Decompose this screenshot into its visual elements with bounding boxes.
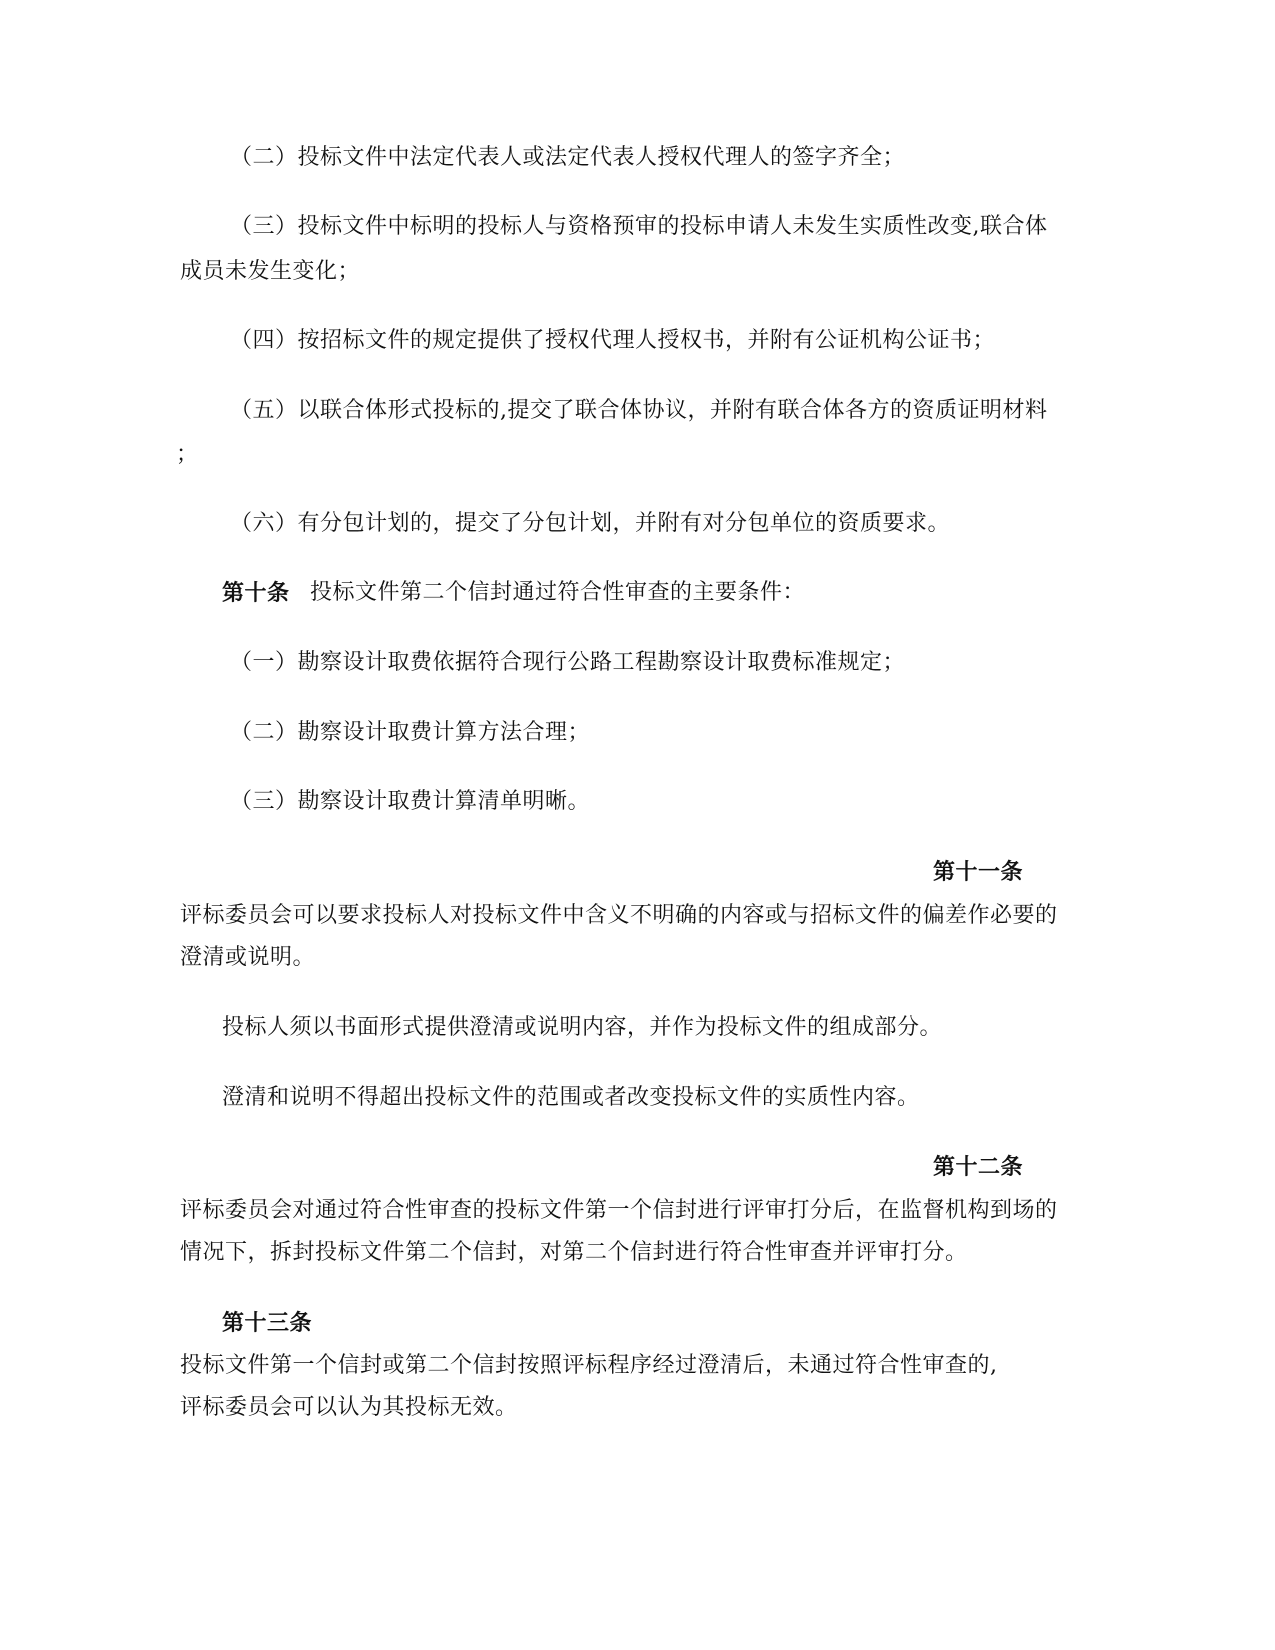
clause-9-item-3-cont: 成员未发生变化；	[180, 259, 361, 284]
clause-10-item-2: （二）勘察设计取费计算方法合理；	[230, 720, 591, 745]
clause-9-item-3: （三）投标文件中标明的投标人与资格预审的投标申请人未发生实质性改变,联合体	[230, 214, 1048, 239]
clause-10-item-1: （一）勘察设计取费依据符合现行公路工程勘察设计取费标准规定；	[230, 650, 906, 675]
clause-12-para: 评标委员会对通过符合性审查的投标文件第一个信封进行评审打分后，在监督机构到场的	[180, 1198, 1058, 1223]
clause-9-item-4: （四）按招标文件的规定提供了授权代理人授权书，并附有公证机构公证书；	[230, 328, 996, 353]
clause-11-heading: 第十一条	[932, 859, 1023, 885]
clause-11-para-3: 澄清和说明不得超出投标文件的范围或者改变投标文件的实质性内容。	[222, 1085, 920, 1110]
clause-9-item-6: （六）有分包计划的，提交了分包计划，并附有对分包单位的资质要求。	[230, 511, 951, 536]
clause-12-para-cont: 情况下，拆封投标文件第二个信封，对第二个信封进行符合性审查并评审打分。	[180, 1240, 968, 1265]
clause-9-item-5-cont: ；	[176, 442, 199, 467]
clause-11-para-1: 评标委员会可以要求投标人对投标文件中含义不明确的内容或与招标文件的偏差作必要的	[180, 903, 1058, 928]
clause-10-intro: 投标文件第二个信封通过符合性审查的主要条件：	[310, 580, 806, 605]
clause-10-item-3: （三）勘察设计取费计算清单明晰。	[230, 789, 591, 814]
clause-10-heading: 第十条	[222, 580, 290, 606]
clause-13-heading: 第十三条	[222, 1310, 313, 1336]
clause-12-heading: 第十二条	[932, 1154, 1023, 1180]
clause-11-para-2: 投标人须以书面形式提供澄清或说明内容，并作为投标文件的组成部分。	[222, 1015, 943, 1040]
clause-9-item-5: （五）以联合体形式投标的,提交了联合体协议，并附有联合体各方的资质证明材料	[230, 398, 1048, 423]
clause-11-para-1-cont: 澄清或说明。	[180, 945, 316, 970]
clause-13-para: 投标文件第一个信封或第二个信封按照评标程序经过澄清后，未通过符合性审查的,	[180, 1353, 998, 1378]
clause-9-item-2: （二）投标文件中法定代表人或法定代表人授权代理人的签字齐全；	[230, 145, 906, 170]
clause-13-para-cont: 评标委员会可以认为其投标无效。	[180, 1395, 518, 1420]
